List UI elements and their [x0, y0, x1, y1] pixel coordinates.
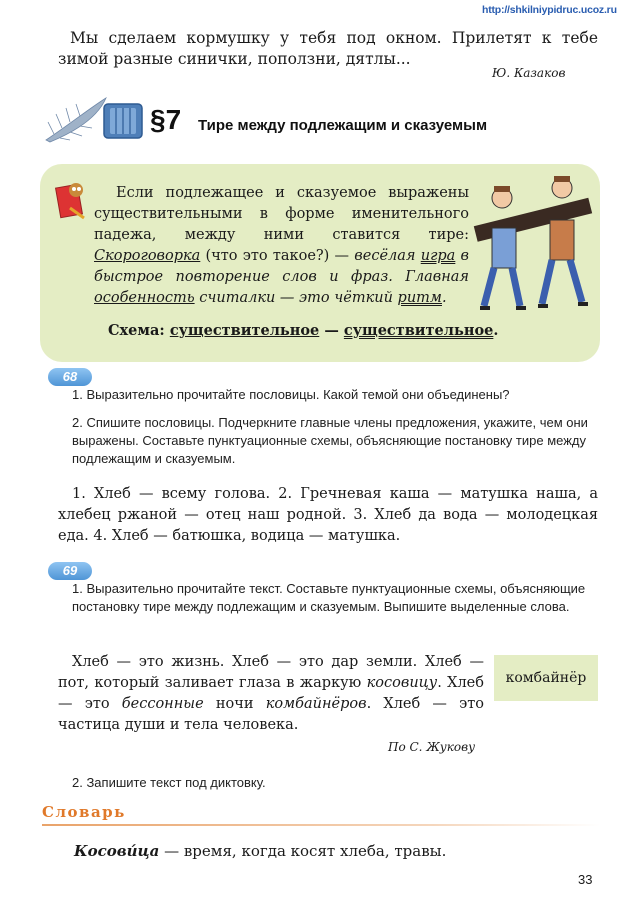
rule-example-subject: Скороговорка	[94, 248, 201, 264]
rule-example-predicate: игра	[420, 248, 456, 264]
workers-carrying-beam-illustration	[470, 176, 594, 320]
exercise-68-task-2: 2. Спишите пословицы. Подчеркните главные члены предложения, укажите, чем они выражены. Составьте пунктуационные схемы, объясняющие постановку тире между подлежащим и сказуемым.	[72, 415, 588, 466]
dictionary-entry: Косови́ца — время, когда косят хлеба, травы.	[74, 842, 447, 860]
page-number: 33	[578, 872, 593, 887]
rule-text: Если подлежащее и сказуемое выражены существительными в форме именительного падежа, между ними ставится тире: Скороговорка (что это такое?) — весёлая игра в быстрое повторение слов и фраз. Главная особенность считалки — это чёткий ритм.	[94, 185, 469, 306]
section-decoration	[40, 94, 150, 150]
exercise-69-badge: 69	[48, 562, 92, 580]
feather-icon	[46, 98, 106, 142]
exercise-68-task-1: 1. Выразительно прочитайте пословицы. Какой темой они объединены?	[72, 387, 510, 402]
epigraph-author: Ю. Казаков	[492, 66, 566, 80]
text-source: По С. Жукову	[388, 740, 476, 754]
exercise-69-task-1: 1. Выразительно прочитайте текст. Составьте пунктуационные схемы, объясняющие постановку тире между подлежащим и сказуемым. Выпишите выделенные слова.	[72, 581, 586, 614]
section-number: §7	[150, 104, 182, 135]
exercise-69-task-2: 2. Запишите текст под диктовку.	[72, 775, 266, 790]
section-title: Тире между подлежащим и сказуемым	[198, 117, 488, 134]
site-watermark: http://shkilniypidruc.ucoz.ru	[482, 4, 617, 16]
epigraph-text: Мы сделаем кормушку у тебя под окном. Прилетят к тебе зимой разные синички, поползни, дятлы...	[58, 29, 598, 68]
scheme-line: Схема: существительное — существительное.	[108, 322, 499, 339]
exercise-68-proverbs: 1. Хлеб — всему голова. 2. Гречневая каша — матушка наша, а хлебец ржаной — отец наш родной. 3. Хлеб да вода — молодецкая еда. 4. Хлеб — батюшка, водица — матушка.	[58, 486, 598, 544]
book-icon	[104, 104, 142, 138]
vocabulary-word-box: комбайнёр	[494, 655, 598, 701]
book-owl-illustration	[54, 178, 92, 226]
dictionary-heading: Словарь	[42, 803, 126, 821]
exercise-69-text: Хлеб — это жизнь. Хлеб — это дар земли. Хлеб — пот, который заливает глаза в жаркую косовицу. Хлеб — это бессонные ночи комбайнёров. Хлеб — это частица души и тела человека.	[58, 654, 484, 733]
dictionary-divider	[42, 824, 600, 826]
exercise-68-badge: 68	[48, 368, 92, 386]
